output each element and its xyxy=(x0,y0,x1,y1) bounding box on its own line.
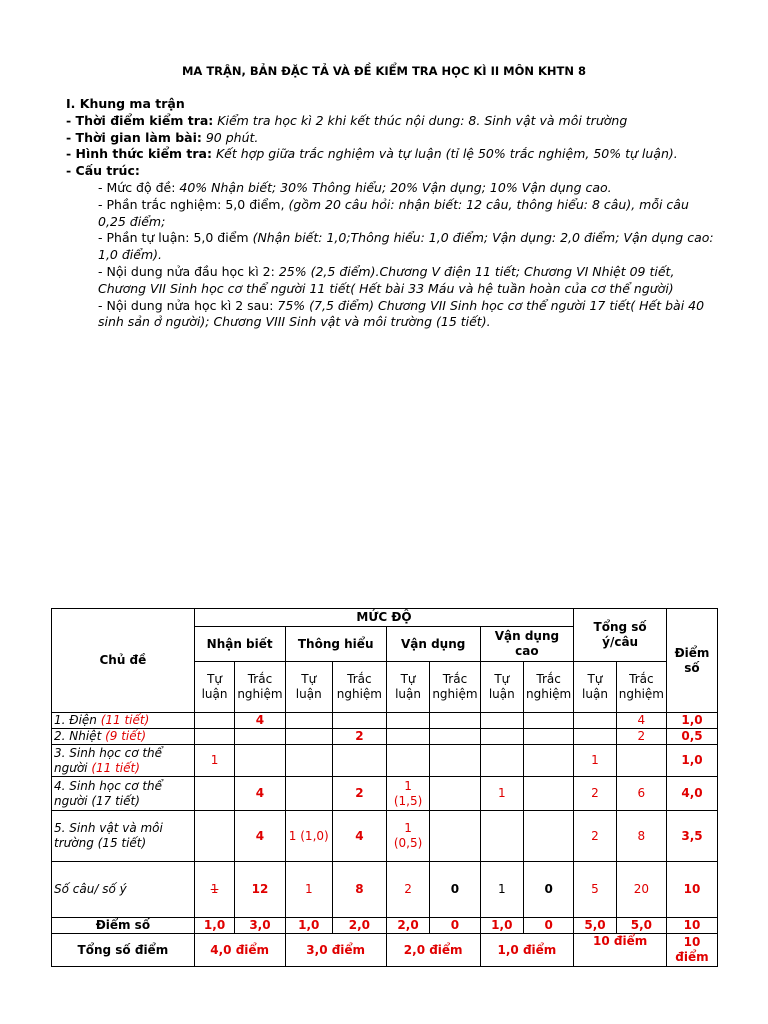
header-row-1 xyxy=(52,609,718,627)
topic-label: 3. Sinh học cơ thể người xyxy=(54,745,163,775)
table-cell xyxy=(386,729,430,745)
structure-item-second-half xyxy=(66,298,716,332)
structure-item-level xyxy=(66,180,716,197)
essay-subheader: Tự luận xyxy=(574,662,616,713)
table-cell xyxy=(285,713,332,729)
table-cell: 0 xyxy=(524,862,574,918)
format-label: - Hình thức kiểm tra: xyxy=(66,146,212,162)
multiple-choice-subheader: Trắc nghiệm xyxy=(332,662,386,713)
table-cell xyxy=(194,811,235,862)
table-cell: 8 xyxy=(332,862,386,918)
structure-item-first-half-value: 25% (2,5 điểm).Chương V điện 11 tiết; Chương VI Nhiệt 09 tiết, Chương VII Sinh học cơ thể người 11 tiết( Hết bài 33 Máu và hệ tuần hoàn của cơ thể người) xyxy=(98,263,675,296)
table-row xyxy=(52,713,718,729)
table-cell xyxy=(430,777,480,811)
duration-label: - Thời gian làm bài: xyxy=(66,129,202,145)
table-cell xyxy=(430,713,480,729)
table-cell xyxy=(524,729,574,745)
table-cell: 2 xyxy=(574,777,616,811)
essay-subheader: Tự luận xyxy=(480,662,523,713)
table-cell: 1 xyxy=(480,862,523,918)
table-cell: 1,0 xyxy=(480,918,523,934)
table-cell: 1 xyxy=(285,862,332,918)
multiple-choice-subheader: Trắc nghiệm xyxy=(616,662,666,713)
table-cell: 10 điểm xyxy=(666,934,717,967)
topic-periods: (11 tiết) xyxy=(100,713,150,727)
time-point-label: - Thời điểm kiểm tra: xyxy=(66,112,214,128)
total-items-header: Tổng số ý/câu xyxy=(574,609,667,662)
table-cell xyxy=(524,777,574,811)
table-cell xyxy=(524,713,574,729)
table-cell: 4 xyxy=(235,713,285,729)
table-cell xyxy=(480,729,523,745)
row-topic xyxy=(52,745,195,777)
table-row xyxy=(52,745,718,777)
table-cell xyxy=(524,811,574,862)
table-cell xyxy=(430,745,480,777)
structure-item-essay xyxy=(66,230,716,264)
format-value: Kết hợp giữa trắc nghiệm và tự luận (tỉ lệ 50% trắc nghiệm, 50% tự luận). xyxy=(215,146,678,162)
table-cell xyxy=(616,745,666,777)
table-cell: 0 xyxy=(430,918,480,934)
structure-item-second-half-label: - Nội dung nửa học kì 2 sau: xyxy=(98,297,278,313)
table-cell: 3,0 xyxy=(235,918,285,934)
row-score: 1,0 xyxy=(666,745,717,777)
table-cell: 4 xyxy=(616,713,666,729)
table-cell xyxy=(386,713,430,729)
format-line xyxy=(66,146,716,163)
row-score: 1,0 xyxy=(666,713,717,729)
table-cell xyxy=(480,745,523,777)
matrix-table xyxy=(51,608,718,967)
table-cell: 20 xyxy=(616,862,666,918)
comprehension-header: Thông hiểu xyxy=(285,627,386,662)
topic-label: 5. Sinh vật và môi trường (15 tiết) xyxy=(54,821,163,850)
table-row xyxy=(52,811,718,862)
table-cell: 2,0 điểm xyxy=(386,934,480,967)
table-cell: 2,0 xyxy=(386,918,430,934)
structure-item-first-half xyxy=(66,264,716,298)
table-cell: 1 (0,5) xyxy=(386,811,430,862)
table-cell: 8 xyxy=(616,811,666,862)
recognition-header: Nhận biết xyxy=(194,627,285,662)
table-cell: 1 xyxy=(194,745,235,777)
table-row xyxy=(52,777,718,811)
table-cell xyxy=(285,745,332,777)
table-cell: 1 xyxy=(194,862,235,918)
matrix-framework-section xyxy=(66,96,716,331)
score-row xyxy=(52,918,718,934)
table-cell xyxy=(480,713,523,729)
structure-item-first-half-label: - Nội dung nửa đầu học kì 2: xyxy=(98,263,279,279)
table-cell: 4,0 điểm xyxy=(194,934,285,967)
score-row-label: Điểm số xyxy=(52,918,195,934)
table-cell xyxy=(332,745,386,777)
table-cell: 2 xyxy=(616,729,666,745)
section-heading: I. Khung ma trận xyxy=(66,96,185,111)
table-cell: 2 xyxy=(332,777,386,811)
table-cell xyxy=(194,777,235,811)
table-cell xyxy=(480,811,523,862)
topic-label: 2. Nhiệt xyxy=(54,729,106,743)
table-cell: 5,0 xyxy=(616,918,666,934)
topic-label: 1. Điện xyxy=(54,713,101,727)
time-point-value: Kiểm tra học kì 2 khi kết thúc nội dung: 8. Sinh vật và môi trường xyxy=(217,112,628,128)
table-cell: 1,0 xyxy=(194,918,235,934)
col-topic-header: Chủ đề xyxy=(52,609,195,713)
table-cell: 10 xyxy=(666,862,717,918)
row-score: 3,5 xyxy=(666,811,717,862)
level-header: MỨC ĐỘ xyxy=(194,609,574,627)
structure-item-multiple-choice xyxy=(66,197,716,231)
table-cell xyxy=(574,729,616,745)
row-score: 4,0 xyxy=(666,777,717,811)
score-column-header: Điểm số xyxy=(666,609,717,713)
page-title: MA TRẬN, BẢN ĐẶC TẢ VÀ ĐỀ KIỂM TRA HỌC KÌ II MÔN KHTN 8 xyxy=(181,64,587,78)
table-cell xyxy=(285,729,332,745)
structure-label: - Cấu trúc: xyxy=(66,163,140,179)
table-cell: 1,0 xyxy=(285,918,332,934)
table-cell: 5 xyxy=(574,862,616,918)
duration-value: 90 phút. xyxy=(205,129,259,145)
structure-item-level-value: 40% Nhận biết; 30% Thông hiểu; 20% Vận dụng; 10% Vận dụng cao. xyxy=(179,179,612,195)
advanced-application-header: Vận dụng cao xyxy=(480,627,574,662)
application-header: Vận dụng xyxy=(386,627,480,662)
question-count-label: Số câu/ số ý xyxy=(52,862,195,918)
duration-line xyxy=(66,130,716,147)
table-cell: 2 xyxy=(386,862,430,918)
multiple-choice-subheader: Trắc nghiệm xyxy=(524,662,574,713)
table-cell xyxy=(574,713,616,729)
table-cell xyxy=(235,729,285,745)
table-cell: 3,0 điểm xyxy=(285,934,386,967)
table-cell xyxy=(194,729,235,745)
structure-item-mc-label: - Phần trắc nghiệm: 5,0 điểm, xyxy=(98,196,289,212)
table-cell xyxy=(430,811,480,862)
table-cell: 12 xyxy=(235,862,285,918)
table-cell: 5,0 xyxy=(574,918,616,934)
question-count-row xyxy=(52,862,718,918)
table-cell: 1,0 điểm xyxy=(480,934,574,967)
table-cell: 0 xyxy=(524,918,574,934)
topic-periods: (11 tiết) xyxy=(91,760,140,775)
table-cell: 4 xyxy=(332,811,386,862)
table-cell xyxy=(285,777,332,811)
table-cell: 0 xyxy=(430,862,480,918)
table-cell: 2 xyxy=(574,811,616,862)
multiple-choice-subheader: Trắc nghiệm xyxy=(430,662,480,713)
structure-item-second-half-value: 75% (7,5 điểm) Chương VII Sinh học cơ thể người 17 tiết( Hết bài 40 sinh sản ở người); Chương VIII Sinh vật và môi trường (15 tiết). xyxy=(98,297,705,330)
table-cell xyxy=(524,745,574,777)
multiple-choice-subheader: Trắc nghiệm xyxy=(235,662,285,713)
row-topic xyxy=(52,777,195,811)
table-cell xyxy=(235,745,285,777)
table-cell xyxy=(386,745,430,777)
structure-item-essay-label: - Phần tự luận: 5,0 điểm xyxy=(98,230,253,246)
table-row xyxy=(52,729,718,745)
table-cell: 10 điểm xyxy=(574,934,667,967)
table-cell xyxy=(332,713,386,729)
topic-periods: (9 tiết) xyxy=(105,729,147,743)
table-cell xyxy=(194,713,235,729)
structure-item-level-label: - Mức độ đề: xyxy=(98,179,180,195)
row-score: 0,5 xyxy=(666,729,717,745)
essay-subheader: Tự luận xyxy=(194,662,235,713)
total-score-label: Tổng số điểm xyxy=(52,934,195,967)
time-point-line xyxy=(66,113,716,130)
structure-item-mc-value: (gồm 20 câu hỏi: nhận biết: 12 câu, thông hiểu: 8 câu), mỗi câu 0,25 điểm; xyxy=(98,196,689,229)
table-cell: 2,0 xyxy=(332,918,386,934)
row-topic xyxy=(52,729,195,745)
topic-label: 4. Sinh học cơ thể người (17 tiết) xyxy=(54,778,163,808)
table-cell: 4 xyxy=(235,811,285,862)
table-cell: 1 xyxy=(480,777,523,811)
structure-item-essay-value: (Nhận biết: 1,0;Thông hiểu: 1,0 điểm; Vận dụng: 2,0 điểm; Vận dụng cao: 1,0 điểm). xyxy=(98,230,714,263)
table-cell xyxy=(430,729,480,745)
table-cell: 1 (1,5) xyxy=(386,777,430,811)
table-cell: 1 (1,0) xyxy=(285,811,332,862)
row-topic xyxy=(52,713,195,729)
essay-subheader: Tự luận xyxy=(285,662,332,713)
table-cell: 6 xyxy=(616,777,666,811)
table-cell: 1 xyxy=(574,745,616,777)
table-cell: 10 xyxy=(666,918,717,934)
table-cell: 2 xyxy=(332,729,386,745)
essay-subheader: Tự luận xyxy=(386,662,430,713)
table-cell: 4 xyxy=(235,777,285,811)
total-score-row xyxy=(52,934,718,967)
row-topic xyxy=(52,811,195,862)
